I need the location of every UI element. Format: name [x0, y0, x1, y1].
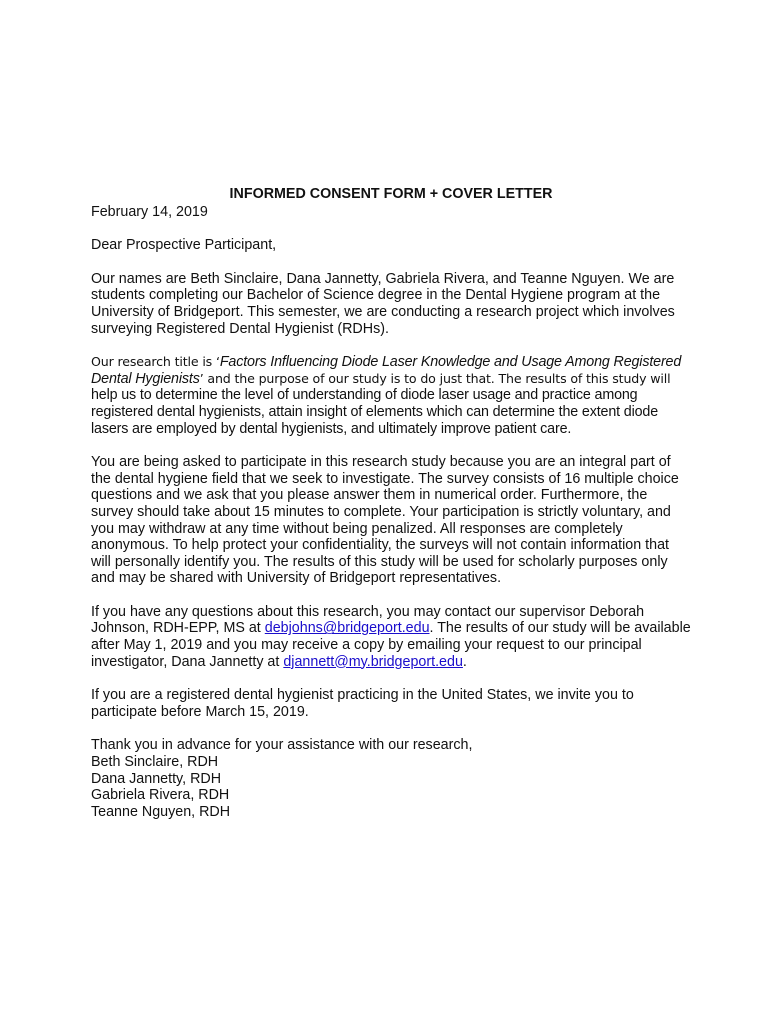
page-title: INFORMED CONSENT FORM + COVER LETTER — [229, 186, 553, 202]
participation-paragraph: You are being asked to participate in this research study because you are an integral part of the dental hygiene field that we seek to investigate. The survey consists of 16 multiple choice questions and we ask that you please answer them in numerical order. Furthermore, the survey should take about 15 minutes to complete. Your participation is strictly voluntary, and you may withdraw at any time without being penalized. All responses are completely anonymous. To help protect your confidentiality, the surveys will not contain information that will personally identify you. The results of this study will be used for scholarly purposes only and may be shared with University of Bridgeport representatives. — [91, 454, 679, 587]
signature-line: Beth Sinclaire, RDH — [91, 754, 219, 771]
closing-block — [91, 737, 691, 820]
investigator-email-link[interactable]: djannett@my.bridgeport.edu — [283, 653, 463, 670]
consent-letter — [91, 186, 691, 820]
research-title-text: Factors Influencing Diode Laser Knowledge and Usage Among Registered Dental Hygienists — [91, 354, 682, 387]
signature-line: Teanne Nguyen, RDH — [91, 803, 231, 820]
research-purpose-text: ’ and the purpose of our study is to do just that. The results of this study will — [199, 370, 671, 386]
salutation: Dear Prospective Participant, — [91, 237, 277, 254]
closing-line: Thank you in advance for your assistance with our research, — [91, 737, 473, 754]
contact-paragraph — [91, 604, 691, 670]
intro-paragraph: Our names are Beth Sinclaire, Dana Jannetty, Gabriela Rivera, and Teanne Nguyen. We are students completing our Bachelor of Science degree in the Dental Hygiene program at the University of Bridgeport. This semester, we are conducting a research project which involves surveying Registered Dental Hygienist (RDHs). — [91, 270, 675, 337]
contact-text-2: . The results of our study will be available after May 1, 2019 and you may receive a copy by emailing your request to our principal investigator, Dana Jannetty at — [91, 620, 691, 670]
supervisor-email-link[interactable]: debjohns@bridgeport.edu — [264, 620, 430, 637]
contact-text-1: If you have any questions about this research, you may contact our supervisor Deborah Johnson, RDH-EPP, MS at — [91, 603, 645, 637]
signature-line: Dana Jannetty, RDH — [91, 770, 222, 787]
invitation-paragraph: If you are a registered dental hygienist practicing in the United States, we invite you to participate before March 15, 2019. — [91, 687, 634, 720]
research-title-paragraph — [91, 354, 691, 437]
letter-date: February 14, 2019 — [91, 203, 208, 220]
contact-text-3: . — [462, 653, 467, 670]
research-goals-text: help us to determine the level of understanding of diode laser usage and practice among registered dental hygienists, attain insight of elements which can determine the extent diode lasers are employed by dental hygienists, and ultimately improve patient care. — [91, 387, 659, 437]
signature-line: Gabriela Rivera, RDH — [91, 787, 230, 804]
research-lead-text: Our research title is ‘ — [91, 354, 220, 370]
